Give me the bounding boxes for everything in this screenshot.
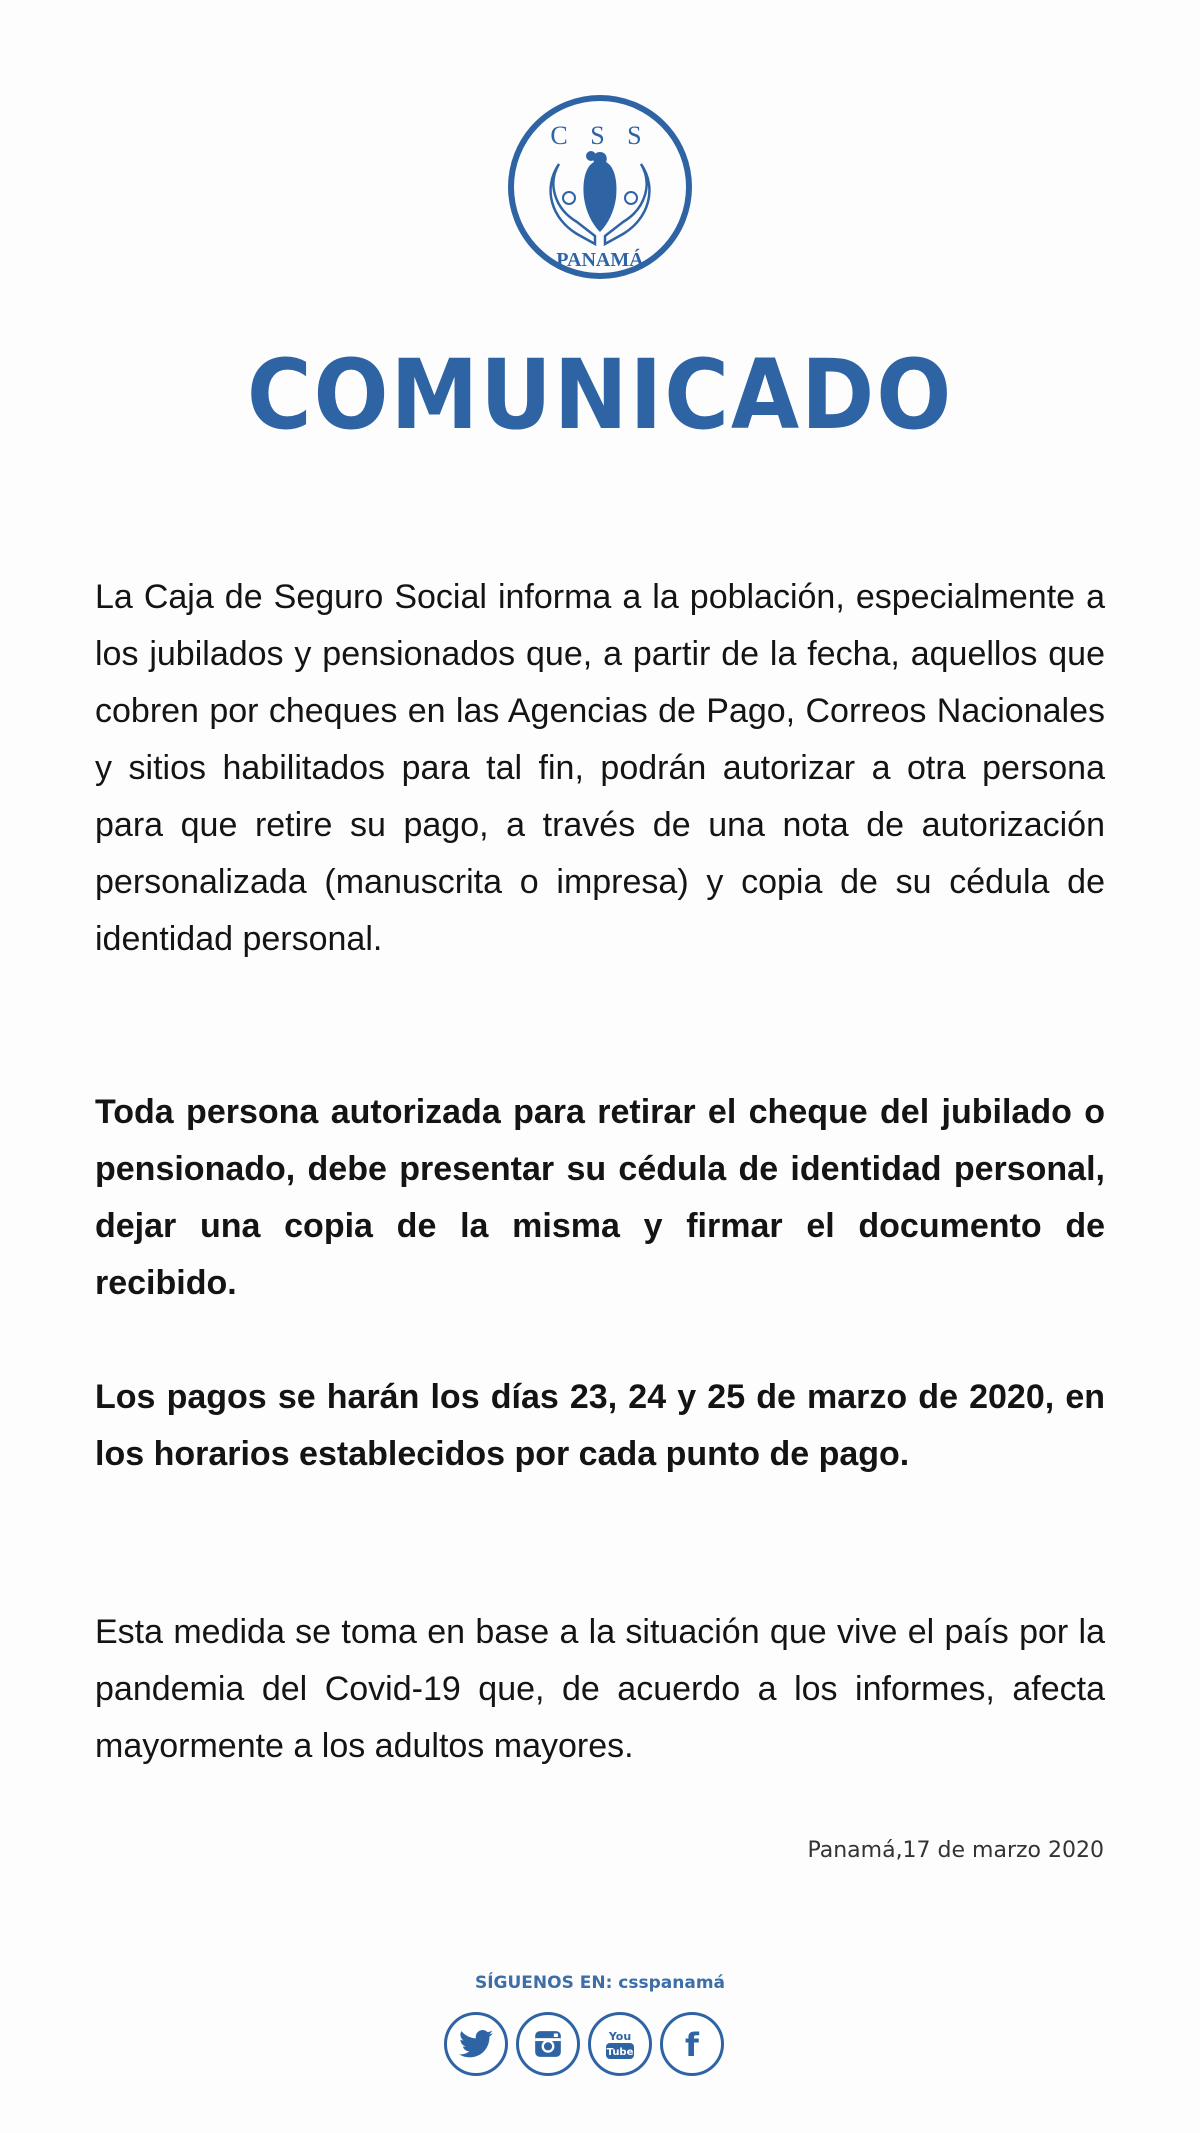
paragraph-authorized-person: Toda persona autorizada para retirar el cheque del jubilado o pensionado, debe presentar su cédula de identidad personal, dejar una copia de la misma y firmar el documento de recibido.	[95, 1093, 1105, 1302]
paragraph-covid-reason: Esta medida se toma en base a la situación que vive el país por la pandemia del Covid-19 que, de acuerdo a los informes, afecta mayormente a los adultos mayores.	[95, 1613, 1105, 1765]
svg-text:Tube: Tube	[606, 2047, 634, 2058]
svg-text:C S S: C S S	[550, 121, 650, 150]
page-title: COMUNICADO	[246, 339, 954, 451]
youtube-icon	[605, 2027, 635, 2061]
paragraph-announcement: La Caja de Seguro Social informa a la población, especialmente a los jubilados y pensionados que, a partir de la fecha, aquellos que cobren por cheques en las Agencias de Pago, Correos Nacionales y sitios habilitados para tal fin, podrán autorizar a otra persona para que retire su pago, a través de una nota de autorización personalizada (manuscrita o impresa) y copia de su cédula de identidad personal.	[95, 578, 1105, 958]
social-links	[444, 2012, 724, 2076]
svg-text:PANAMÁ: PANAMÁ	[556, 249, 644, 271]
youtube-link[interactable]	[588, 2012, 652, 2076]
date-line: Panamá,17 de marzo 2020	[807, 1838, 1104, 1863]
follow-label: SÍGUENOS EN: csspanamá	[474, 1973, 726, 1993]
instagram-icon	[534, 2030, 562, 2058]
facebook-link[interactable]	[660, 2012, 724, 2076]
css-logo	[507, 94, 693, 280]
twitter-link[interactable]	[444, 2012, 508, 2076]
instagram-link[interactable]	[516, 2012, 580, 2076]
svg-text:You: You	[608, 2030, 632, 2043]
facebook-icon	[681, 2027, 703, 2061]
svg-text:f: f	[685, 2027, 699, 2061]
css-emblem-icon	[507, 94, 693, 280]
paragraph-payment-dates: Los pagos se harán los días 23, 24 y 25 de marzo de 2020, en los horarios establecidos por cada punto de pago.	[95, 1378, 1105, 1473]
twitter-icon	[459, 2029, 493, 2059]
